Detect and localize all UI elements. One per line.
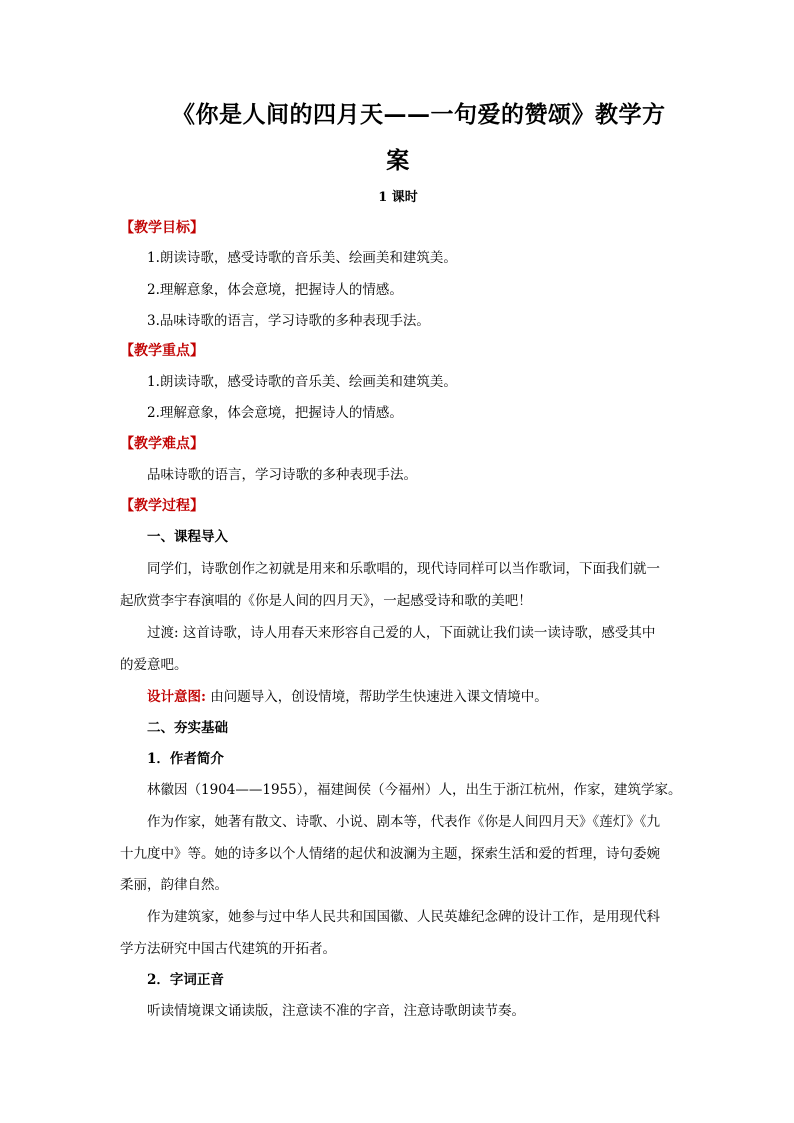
process-heading: 【教学过程】: [120, 498, 204, 514]
architect-line2: 学方法研究中国古代建筑的开拓者。: [120, 941, 336, 957]
transition-line2: 的爱意吧。: [120, 657, 188, 673]
section-intro-heading: 一、课程导入: [147, 529, 228, 545]
difficulty-item: 品味诗歌的语言，学习诗歌的多种表现手法。: [147, 467, 417, 483]
key-heading: 【教学重点】: [120, 343, 204, 359]
section-basics-heading: 二、夯实基础: [147, 720, 228, 736]
lesson-duration: 1 课时: [378, 190, 418, 205]
design-intent: [147, 688, 548, 706]
goal-item: 1.朗读诗歌，感受诗歌的音乐美、绘画美和建筑美。: [147, 250, 457, 266]
author-line3: 十九度中》等。她的诗多以个人情绪的起伏和波澜为主题，探索生活和爱的哲理，诗句委婉: [120, 846, 660, 862]
pronunciation-heading: 2．字词正音: [147, 972, 224, 988]
doc-title-line2: 案: [386, 147, 410, 174]
goal-item: 3.品味诗歌的语言，学习诗歌的多种表现手法。: [147, 313, 430, 329]
goal-item: 2.理解意象，体会意境，把握诗人的情感。: [147, 282, 403, 298]
author-line1: 林徽因（1904——1955），福建闽侯（今福州）人，出生于浙江杭州，作家，建筑学家。: [147, 782, 682, 798]
design-intent-label: 设计意图:: [147, 689, 206, 705]
intro-paragraph-line1: 同学们，诗歌创作之初就是用来和乐歌唱的，现代诗同样可以当作歌词，下面我们就一: [147, 561, 660, 577]
author-intro-heading: 1．作者简介: [147, 751, 224, 767]
goals-heading: 【教学目标】: [120, 220, 204, 236]
key-item: 1.朗读诗歌，感受诗歌的音乐美、绘画美和建筑美。: [147, 374, 457, 390]
difficulty-heading: 【教学难点】: [120, 436, 204, 452]
key-item: 2.理解意象，体会意境，把握诗人的情感。: [147, 405, 403, 421]
transition-line1: 过渡: 这首诗歌，诗人用春天来形容自己爱的人，下面就让我们读一读诗歌，感受其中: [147, 625, 656, 641]
author-line4: 柔丽，韵律自然。: [120, 877, 228, 893]
intro-paragraph-line2: 起欣赏李宇春演唱的《你是人间的四月天》，一起感受诗和歌的美吧！: [120, 593, 532, 609]
design-intent-text: 由问题导入，创设情境，帮助学生快速进入课文情境中。: [205, 689, 548, 705]
listen-instruction: 听读情境课文诵读版，注意读不准的字音，注意诗歌朗读节奏。: [147, 1003, 525, 1019]
architect-line1: 作为建筑家，她参与过中华人民共和国国徽、人民英雄纪念碑的设计工作，是用现代科: [147, 909, 660, 925]
author-line2: 作为作家，她著有散文、诗歌、小说、剧本等，代表作《你是人间四月天》《莲灯》《九: [147, 814, 660, 830]
doc-title-line1: 《你是人间的四月天——一句爱的赞颂》教学方: [172, 101, 666, 128]
